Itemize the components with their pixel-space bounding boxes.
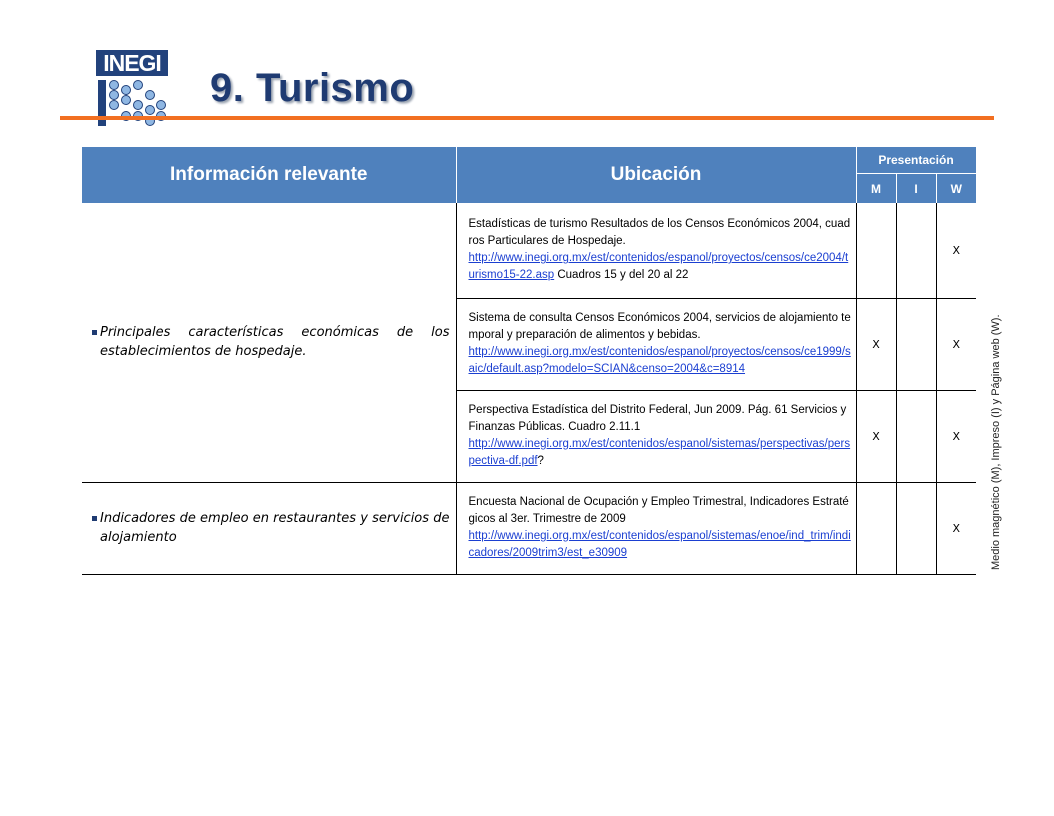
ubicacion-text: Perspectiva Estadística del Distrito Federal, Jun 2009. Pág. 61 Servicios y Finanzas Públicas. Cuadro 2.11.1 — [468, 404, 847, 433]
logo-wordmark: INEGI — [96, 50, 168, 76]
mark-m: X — [856, 390, 896, 482]
mark-w: X — [936, 298, 976, 390]
info-text: Principales características económicas de los establecimientos de hospedaje. — [82, 323, 456, 361]
ubicacion-suffix: ? — [537, 455, 544, 467]
bullet-icon — [92, 516, 97, 521]
source-link[interactable]: http://www.inegi.org.mx/est/contenidos/espanol/proyectos/censos/ce1999/saic/default.asp?modelo=SCIAN&censo=2004&c=8914 — [468, 346, 851, 375]
ubicacion-text: Estadísticas de turismo Resultados de los Censos Económicos 2004, cuadros Particulares de Hospedaje. — [468, 218, 851, 248]
mark-w: X — [936, 203, 976, 298]
header-i: I — [896, 174, 936, 203]
ubicacion-cell — [456, 482, 856, 574]
ubicacion-cell — [456, 203, 856, 298]
mark-m: X — [856, 298, 896, 390]
ubicacion-suffix: Cuadros 15 y del 20 al 22 — [554, 269, 689, 282]
mark-i — [896, 298, 936, 390]
mark-w: X — [936, 390, 976, 482]
mark-i — [896, 203, 936, 298]
ubicacion-text: Encuesta Nacional de Ocupación y Empleo Trimestral, Indicadores Estratégicos al 3er. Trimestre de 2009 — [468, 496, 849, 525]
mark-i — [896, 390, 936, 482]
info-cell — [82, 203, 456, 482]
mark-m — [856, 203, 896, 298]
title-divider — [60, 116, 994, 120]
header-presentacion: Presentación — [856, 147, 976, 174]
header-ubicacion: Ubicación — [456, 147, 856, 203]
mark-m — [856, 482, 896, 574]
info-table — [82, 147, 977, 575]
presentation-legend: Medio magnético (M), Impreso (I) y Página web (W). — [990, 314, 1002, 570]
mark-w: X — [936, 482, 976, 574]
source-link[interactable]: http://www.inegi.org.mx/est/contenidos/espanol/proyectos/censos/ce2004/turismo15-22.asp — [468, 252, 849, 282]
source-link[interactable]: http://www.inegi.org.mx/est/contenidos/espanol/sistemas/enoe/ind_trim/indicadores/2009trim3/est_e30909 — [468, 530, 851, 559]
header-w: W — [936, 174, 976, 203]
page-title: 9. Turismo — [210, 66, 415, 110]
info-cell — [82, 482, 456, 574]
logo-abacus-icon — [96, 78, 168, 128]
header-m: M — [856, 174, 896, 203]
bullet-icon — [92, 330, 97, 335]
info-text: Indicadores de empleo en restaurantes y servicios de alojamiento — [82, 509, 456, 547]
ubicacion-text: Sistema de consulta Censos Económicos 2004, servicios de alojamiento temporal y preparación de alimentos y bebidas. — [468, 312, 851, 341]
header-informacion: Información relevante — [82, 147, 456, 203]
ubicacion-cell — [456, 298, 856, 390]
source-link[interactable]: http://www.inegi.org.mx/est/contenidos/espanol/sistemas/perspectivas/perspectiva-df.pdf — [468, 438, 851, 467]
mark-i — [896, 482, 936, 574]
ubicacion-cell — [456, 390, 856, 482]
